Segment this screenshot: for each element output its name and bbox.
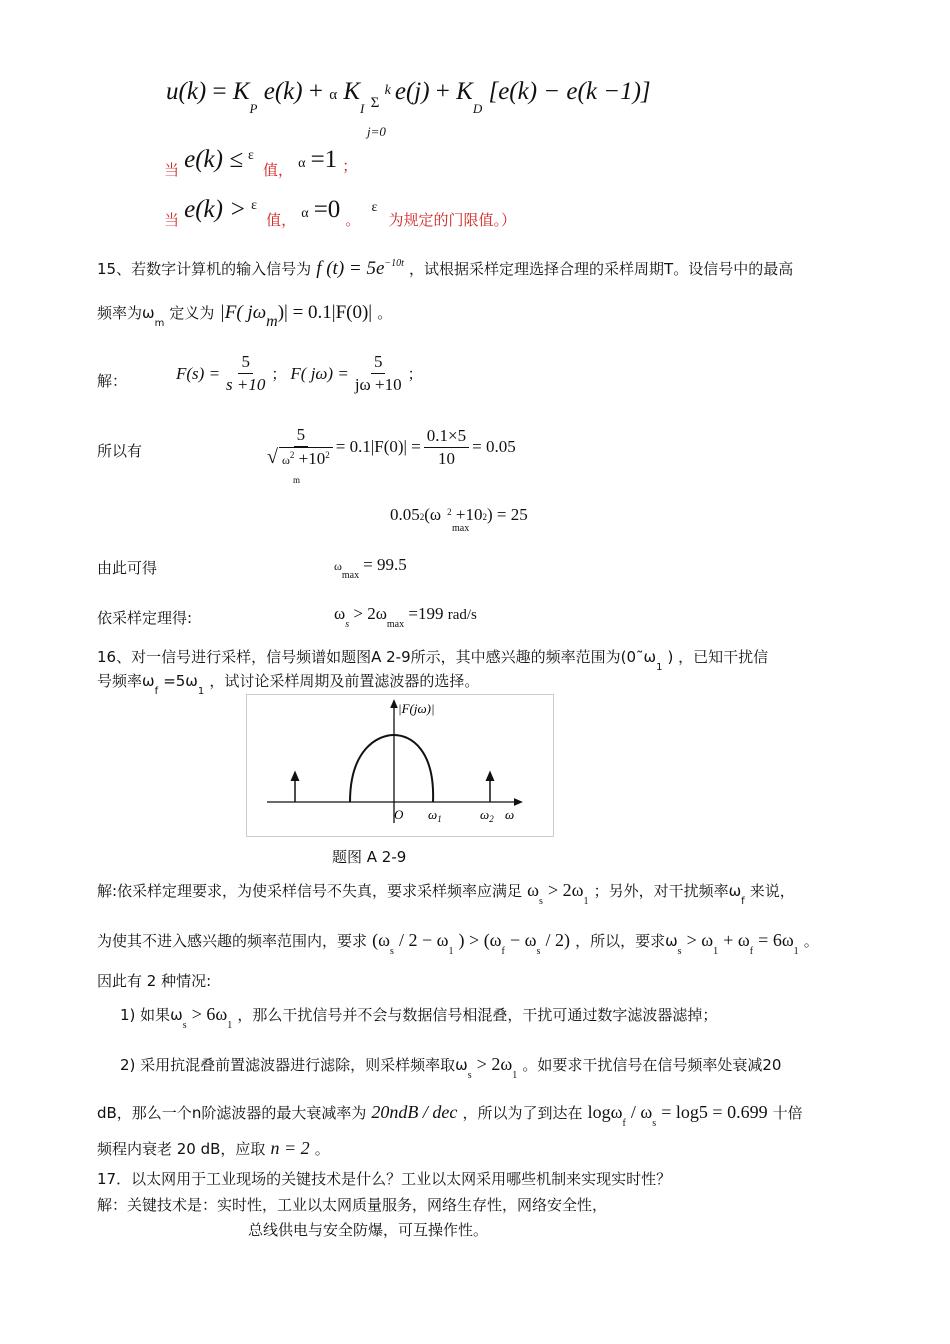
figure-origin: O: [394, 807, 404, 822]
omega-max-value: $\omega_{max}= 99.5$: [334, 555, 407, 581]
condition-2: 当 e(k) > ε 值， α =0 。 ε 为规定的门限值。）: [164, 196, 517, 229]
question-16-line1: 16、对一信号进行采样，信号频谱如题图A 2-9所示，其中感兴趣的频率范围为($0˜\omega_1$ ) ，已知干扰信: [97, 648, 769, 673]
question-16-line2: 号频率$\omega_f =5\omega_1$ ，试讨论采样周期及前置滤波器的选择。: [97, 672, 480, 697]
solution-15-label: 解：: [97, 372, 128, 390]
radical-subscript: m: [293, 475, 301, 485]
figure-xlabel: ω: [505, 807, 515, 822]
solution-16-p1: 解:依采样定理要求，为使采样信号不失真，要求采样频率应满足 $\omega_s > 2\omega_1$ ；另外，对干扰频率$\omega_f$ 来说，: [97, 880, 795, 907]
hence-label: 由此可得: [97, 559, 158, 577]
solution-16-p2: 为使其不进入感兴趣的频率范围内，要求 ($\omega_s / 2 - \omega_1$ ) > $(\omega_f - \omega_s / 2)$ ，所以，要求$\omega_s > \omega_1 + \omega_f = 6\omega_1$ 。: [97, 930, 819, 957]
figure-caption: 题图 A 2-9: [332, 848, 407, 866]
spectrum-figure: [246, 694, 554, 837]
question-15-line2: 频率为$\omega_m$ 定义为 |F( jωm)| = 0.1|F(0)| 。: [97, 302, 393, 330]
case-2: 2) 采用抗混叠前置滤波器进行滤除，则采样频率取$\omega_s > 2\omega_1$ 。如要求干扰信号在信号频率处衰减20: [120, 1054, 782, 1081]
figure-w2: $\omega_2$: [480, 807, 494, 824]
pid-formula: $u(k) = K_P$ e(k) + α $K_I$ Σ k $e(j) + K_D$ [e(k) − e(k −1)]: [166, 78, 651, 116]
condition-1: 当 e(k) ≤ ε 值， α =1 ；: [164, 146, 358, 179]
question-17: 17．以太网用于工业现场的关键技术是什么？工业以太网采用哪些机制来实现实时性？: [97, 1170, 672, 1188]
fs-fraction: $\frac{5}{s +10}$: [226, 352, 266, 394]
squared-equation-subscript: max: [452, 523, 470, 534]
sampling-requirement: $\omega_s > 2\omega_{max} =199$ rad/s: [334, 604, 477, 630]
spectrum-plot: [247, 695, 553, 836]
fjw-fraction: $\frac{5}{j\omega +10}$: [354, 352, 402, 394]
case-1: 1) 如果$\omega_s > 6\omega_1$ ，那么干扰信号并不会与数据信号相混叠，干扰可通过数字滤波器滤掉；: [120, 1004, 718, 1031]
pid-sum-lower-limit: j=0: [367, 124, 386, 139]
squared-equation: 0.052(ω $^2$ +102) = 25: [390, 505, 528, 524]
answer-17-line1: 解：关键技术是：实时性，工业以太网质量服务，网络生存性，网络安全性，: [97, 1196, 608, 1214]
answer-17-line2: 总线供电与安全防爆，可互操作性。: [248, 1221, 489, 1239]
solution-16-p3: 因此有 2 种情况:: [97, 972, 212, 990]
so-label: 所以有: [97, 442, 143, 460]
spectrum-curve: [350, 735, 433, 802]
case-2-line3: 频程内衰老 20 dB，应取 n = 2 。: [97, 1138, 330, 1158]
by-theorem-label: 依采样定理得:: [97, 609, 193, 627]
transfer-functions: F(s) = $\frac{5}{s +10}$ ； F( jω) = $\frac{5}{j\omega +10}$ ；: [176, 352, 423, 394]
question-15-line1: 15、若数字计算机的输入信号为 f $(t) = 5e^{-10t}$ ，试根据采样定理选择合理的采样周期T。设信号中的最高: [97, 258, 794, 279]
figure-ylabel: |F(jω)|: [398, 701, 435, 716]
magnitude-equation: 5 √ $\omega^2 +10^2$ = 0.1|F(0)| = $\frac{0.1\times 5}{10}$ = 0.05: [267, 425, 516, 468]
case-2-line2: dB，那么一个n阶滤波器的最大衰减率为 20ndB / dec ，所以为了到达在 $\log\omega_f / \omega_s = \log 5 = 0.699$ 十倍: [97, 1102, 803, 1129]
figure-w1: $\omega_1$: [428, 807, 442, 824]
